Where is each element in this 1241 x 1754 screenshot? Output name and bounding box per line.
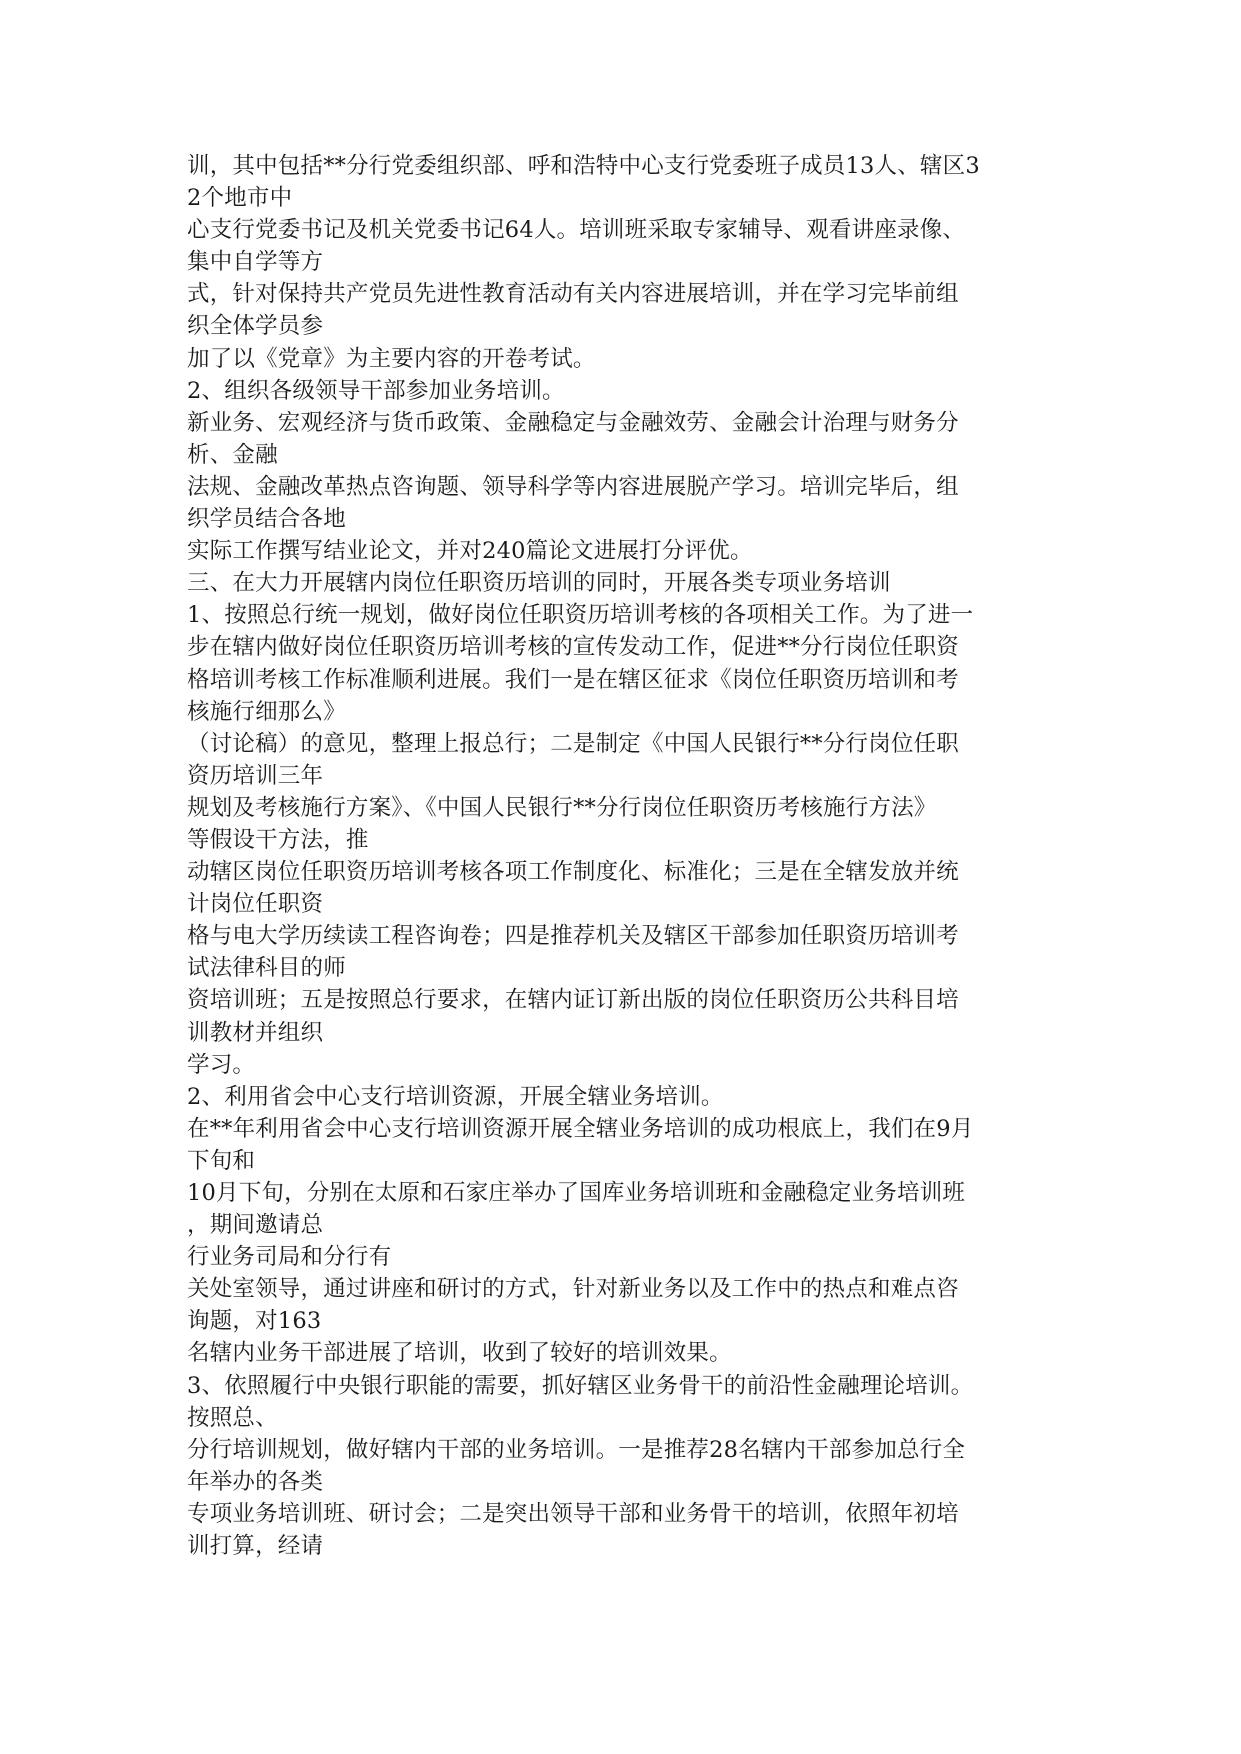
text-line: 分行培训规划，做好辖内干部的业务培训。一是推荐28名辖内干部参加总行全 (187, 1436, 966, 1463)
text-line: 计岗位任职资 (187, 891, 324, 918)
text-line: 3、依照履行中央银行职能的需要，抓好辖区业务骨干的前沿性金融理论培训。 (187, 1372, 974, 1399)
text-line: 在**年利用省会中心支行培训资源开展全辖业务培训的成功根底上，我们在9月 (187, 1115, 974, 1142)
text-line: 下旬和 (187, 1147, 256, 1174)
text-line: 询题，对163 (187, 1308, 322, 1335)
text-line: ，期间邀请总 (187, 1212, 324, 1239)
text-line: 资历培训三年 (187, 762, 324, 789)
text-line: 织学员结合各地 (187, 506, 346, 533)
text-line: 行业务司局和分行有 (187, 1244, 392, 1271)
text-line: 动辖区岗位任职资历培训考核各项工作制度化、标准化；三是在全辖发放并统 (187, 859, 959, 886)
text-line: 关处室领导，通过讲座和研讨的方式，针对新业务以及工作中的热点和难点咨 (187, 1276, 959, 1303)
text-line: 专项业务培训班、研讨会；二是突出领导干部和业务骨干的培训，依照年初培 (187, 1500, 959, 1527)
text-line: 资培训班；五是按照总行要求，在辖内证订新出版的岗位任职资历公共科目培 (187, 987, 959, 1014)
document-body (187, 150, 1067, 1562)
text-line: 2、利用省会中心支行培训资源，开展全辖业务培训。 (187, 1083, 724, 1110)
text-line: 格培训考核工作标准顺利进展。我们一是在辖区征求《岗位任职资历培训和考 (187, 666, 959, 693)
text-line: 规划及考核施行方案》、《中国人民银行**分行岗位任职资历考核施行方法》 (187, 794, 937, 821)
text-line: 等假设干方法，推 (187, 826, 369, 853)
text-line: 新业务、宏观经济与货币政策、金融稳定与金融效劳、金融会计治理与财务分 (187, 409, 959, 436)
text-line: 加了以《党章》为主要内容的开卷考试。 (187, 345, 596, 372)
text-line: 式，针对保持共产党员先进性教育活动有关内容进展培训，并在学习完毕前组 (187, 281, 959, 308)
text-line: 法规、金融改革热点咨询题、领导科学等内容进展脱产学习。培训完毕后，组 (187, 473, 959, 500)
text-line: 核施行细那么》 (187, 698, 346, 725)
text-line: 步在辖内做好岗位任职资历培训考核的宣传发动工作，促进**分行岗位任职资 (187, 634, 960, 661)
text-line: 心支行党委书记及机关党委书记64人。培训班采取专家辅导、观看讲座录像、 (187, 217, 966, 244)
text-line: 集中自学等方 (187, 249, 324, 276)
text-line: 实际工作撰写结业论文，并对240篇论文进展打分评优。 (187, 538, 753, 565)
text-line: 三、在大力开展辖内岗位任职资历培训的同时，开展各类专项业务培训 (187, 570, 891, 597)
text-line: 1、按照总行统一规划，做好岗位任职资历培训考核的各项相关工作。为了进一 (187, 602, 974, 629)
text-line: 学习。 (187, 1051, 256, 1078)
text-line: 训打算，经请 (187, 1533, 324, 1560)
text-line: 2个地市中 (187, 185, 293, 212)
text-line: 格与电大学历续读工程咨询卷；四是推荐机关及辖区干部参加任职资历培训考 (187, 923, 959, 950)
text-line: 析、金融 (187, 441, 278, 468)
text-line: 织全体学员参 (187, 313, 324, 340)
text-line: 2、组织各级领导干部参加业务培训。 (187, 377, 565, 404)
text-line: 年举办的各类 (187, 1468, 324, 1495)
text-line: 训教材并组织 (187, 1019, 324, 1046)
text-line: 10月下旬，分别在太原和石家庄举办了国库业务培训班和金融稳定业务培训班 (187, 1180, 966, 1206)
text-line: （讨论稿）的意见，整理上报总行；二是制定《中国人民银行**分行岗位任职 (187, 730, 960, 757)
text-line: 试法律科目的师 (187, 955, 346, 982)
text-line: 按照总、 (187, 1404, 278, 1431)
text-line: 训，其中包括**分行党委组织部、呼和浩特中心支行党委班子成员13人、辖区3 (187, 153, 980, 179)
text-line: 名辖内业务干部进展了培训，收到了较好的培训效果。 (187, 1340, 732, 1367)
